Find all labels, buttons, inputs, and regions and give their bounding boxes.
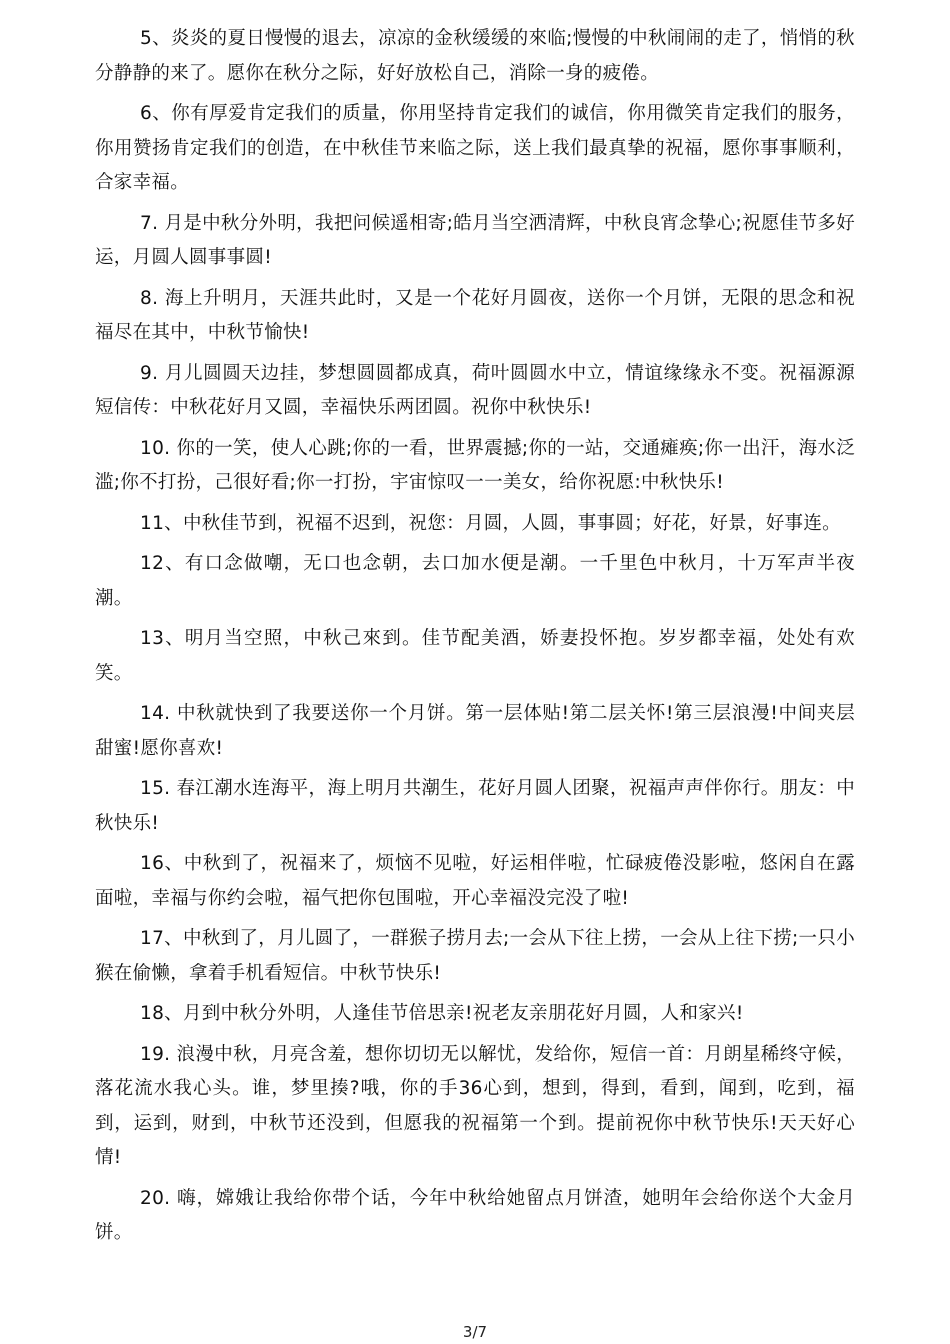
paragraph-20: 20. 嗨，嫦娥让我给你带个话，今年中秋给她留点月饼渣，她明年会给你送个大金月饼。 <box>95 1187 855 1243</box>
paragraph-8: 8. 海上升明月，天涯共此时，又是一个花好月圆夜，送你一个月饼，无限的思念和祝福尽在其中，中秋节愉快! <box>95 287 855 343</box>
paragraph-7: 7. 月是中秋分外明，我把问候遥相寄;皓月当空洒清辉，中秋良宵念挚心;祝愿佳节多好运，月圆人圆事事圆! <box>95 212 855 268</box>
paragraph-9: 9. 月儿圆圆天边挂，梦想圆圆都成真，荷叶圆圆水中立，情谊缘缘永不变。祝福源源短信传：中秋花好月又圆，幸福快乐两团圆。祝你中秋快乐! <box>95 362 855 418</box>
paragraph-16: 16、中秋到了，祝福来了，烦恼不见啦，好运相伴啦，忙碌疲倦没影啦，悠闲自在露面啦，幸福与你约会啦，福气把你包围啦，开心幸福没完没了啦! <box>95 853 855 909</box>
paragraph-18: 18、月到中秋分外明，人逢佳节倍思亲!祝老友亲朋花好月圆，人和家兴! <box>140 1003 744 1024</box>
document-body <box>95 22 855 1257</box>
paragraph-6: 6、你有厚爱肯定我们的质量，你用坚持肯定我们的诚信，你用微笑肯定我们的服务，你用赞扬肯定我们的创造，在中秋佳节来临之际，送上我们最真挚的祝福，愿你事事顺利，合家幸福。 <box>95 103 855 193</box>
paragraph-19: 19. 浪漫中秋，月亮含羞，想你切切无以解忧，发给你，短信一首：月朗星稀终守候，落花流水我心头。谁，梦里揍?哦，你的手36心到，想到，得到，看到，闻到，吃到，福到，运到，财到，中秋节还没到，但愿我的祝福第一个到。提前祝你中秋节快乐!天天好心情! <box>95 1043 855 1168</box>
paragraph-5: 5、炎炎的夏日慢慢的退去，凉凉的金秋缓缓的來临;慢慢的中秋闹闹的走了，悄悄的秋分静静的来了。愿你在秋分之际，好好放松自己，消除一身的疲倦。 <box>95 28 855 84</box>
paragraph-15: 15. 春江潮水连海平，海上明月共潮生，花好月圆人团聚，祝福声声伴你行。朋友：中秋快乐! <box>95 778 855 834</box>
paragraph-10: 10. 你的一笑，使人心跳;你的一看，世界震撼;你的一站，交通瘫痪;你一出汗，海水泛滥;你不打扮，己很好看;你一打扮，宇宙惊叹一一美女，给你祝愿:中秋快乐! <box>95 437 855 493</box>
page-number: 3/7 <box>462 1323 488 1341</box>
paragraph-14: 14. 中秋就快到了我要送你一个月饼。第一层体贴!第二层关怀!第三层浪漫!中间夹层甜蜜!愿你喜欢! <box>95 703 855 759</box>
paragraph-13: 13、明月当空照，中秋己來到。佳节配美酒，娇妻投怀抱。岁岁都幸福，处处有欢笑。 <box>95 628 855 684</box>
paragraph-12: 12、有口念做嘲，无口也念朝，去口加水便是潮。一千里色中秋月，十万军声半夜潮。 <box>95 553 855 609</box>
paragraph-11: 11、中秋佳节到，祝福不迟到，祝您：月圆，人圆，事事圆；好花，好景，好事连。 <box>140 512 841 534</box>
paragraph-17: 17、中秋到了，月儿圆了，一群猴子捞月去;一会从下往上捞，一会从上往下捞;一只小猴在偷懒，拿着手机看短信。中秋节快乐! <box>95 928 855 984</box>
